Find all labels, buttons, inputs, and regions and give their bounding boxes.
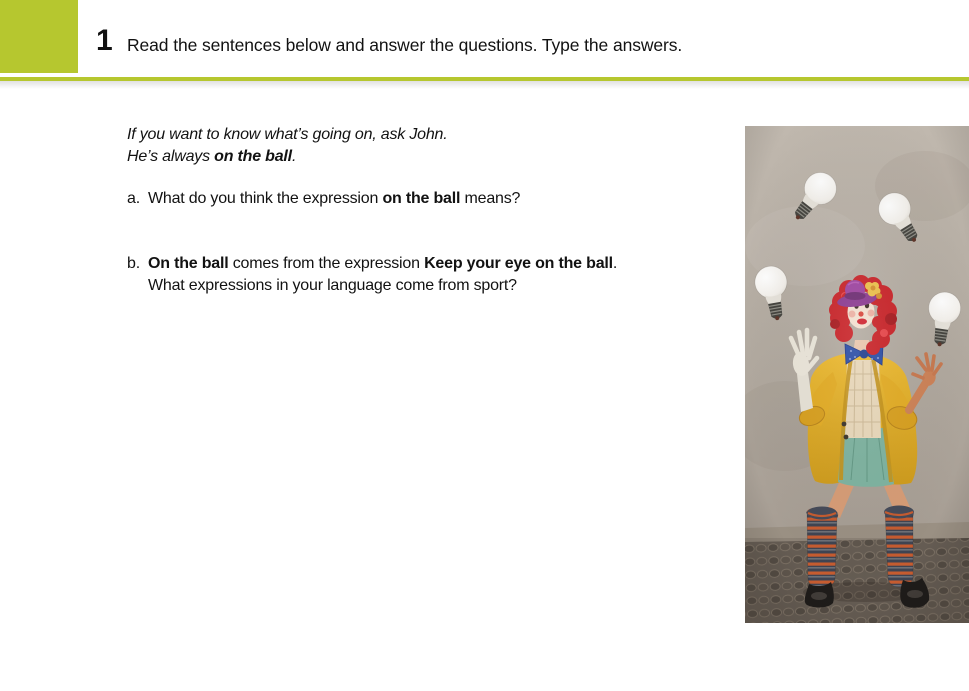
question-b-end: . (612, 255, 618, 272)
passage-line-2-pre: He’s always (127, 148, 215, 165)
exercise-number: 1 (96, 24, 113, 57)
passage-line-2-end: . (291, 148, 297, 165)
question-b-label: b. (127, 255, 140, 272)
question-a-pre: What do you think the expression (148, 190, 383, 207)
corner-accent-block (0, 0, 78, 73)
question-b-line-2: What expressions in your language come from sport? (148, 277, 517, 294)
question-b-bold-phrase-1: On the ball (148, 255, 229, 272)
question-a-post: means? (460, 190, 521, 207)
passage-line-1: If you want to know what’s going on, ask John. (127, 126, 448, 143)
question-b-text (148, 253, 617, 297)
passage-line-2 (127, 146, 447, 168)
passage-bold-phrase: on the ball (214, 148, 292, 165)
photo-vignette (745, 126, 969, 623)
instruction-text: Read the sentences below and answer the questions. Type the answers. (127, 35, 683, 55)
header-divider-shadow (0, 81, 969, 89)
reading-passage (127, 124, 447, 168)
question-b (127, 253, 617, 297)
question-b-mid: comes from the expression (228, 255, 425, 272)
clown-photo (745, 126, 969, 623)
question-a-label: a. (127, 190, 140, 207)
question-a-text (148, 188, 520, 210)
question-b-bold-phrase-2: Keep your eye on the ball (424, 255, 613, 272)
question-a-bold-phrase: on the ball (382, 190, 461, 207)
question-a (127, 188, 520, 210)
